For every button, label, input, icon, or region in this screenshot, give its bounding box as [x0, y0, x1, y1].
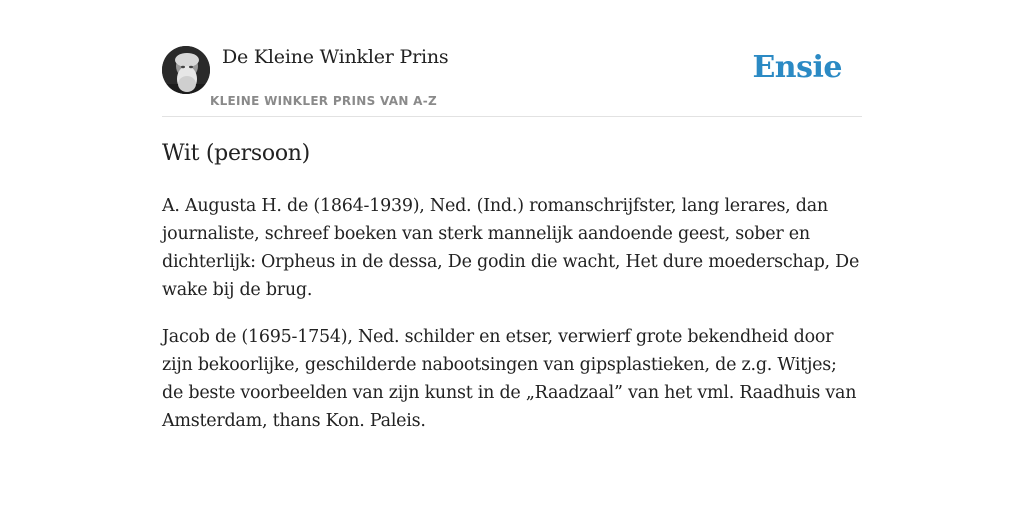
- page: [162, 0, 862, 435]
- entry-paragraph-2: Jacob de (1695-1754), Ned. schilder en etser, verwierf grote bekendheid door zijn bekoorlijke, geschilderde nabootsingen van gipsplastieken, de z.g. Witjes; de beste voorbeelden van zijn kunst in de „Raadzaal” van het vml. Raadhuis van Amsterdam, thans Kon. Paleis.: [162, 327, 857, 431]
- source-subtitle[interactable]: KLEINE WINKLER PRINS VAN A-Z: [210, 94, 438, 108]
- entry-title: Wit (persoon): [162, 141, 310, 166]
- source-title[interactable]: De Kleine Winkler Prins: [222, 46, 449, 68]
- entry-paragraph-1: A. Augusta H. de (1864-1939), Ned. (Ind.) romanschrijfster, lang lerares, dan journaliste, schreef boeken van sterk mannelijk aandoende geest, sober en dichterlijk: Orpheus in de dessa, De godin die wacht, Het dure moederschap, De wake bij de brug.: [162, 196, 860, 300]
- brand-logo[interactable]: Ensie: [752, 50, 842, 85]
- source-header: [162, 46, 862, 117]
- portrait-avatar-icon[interactable]: [162, 46, 210, 94]
